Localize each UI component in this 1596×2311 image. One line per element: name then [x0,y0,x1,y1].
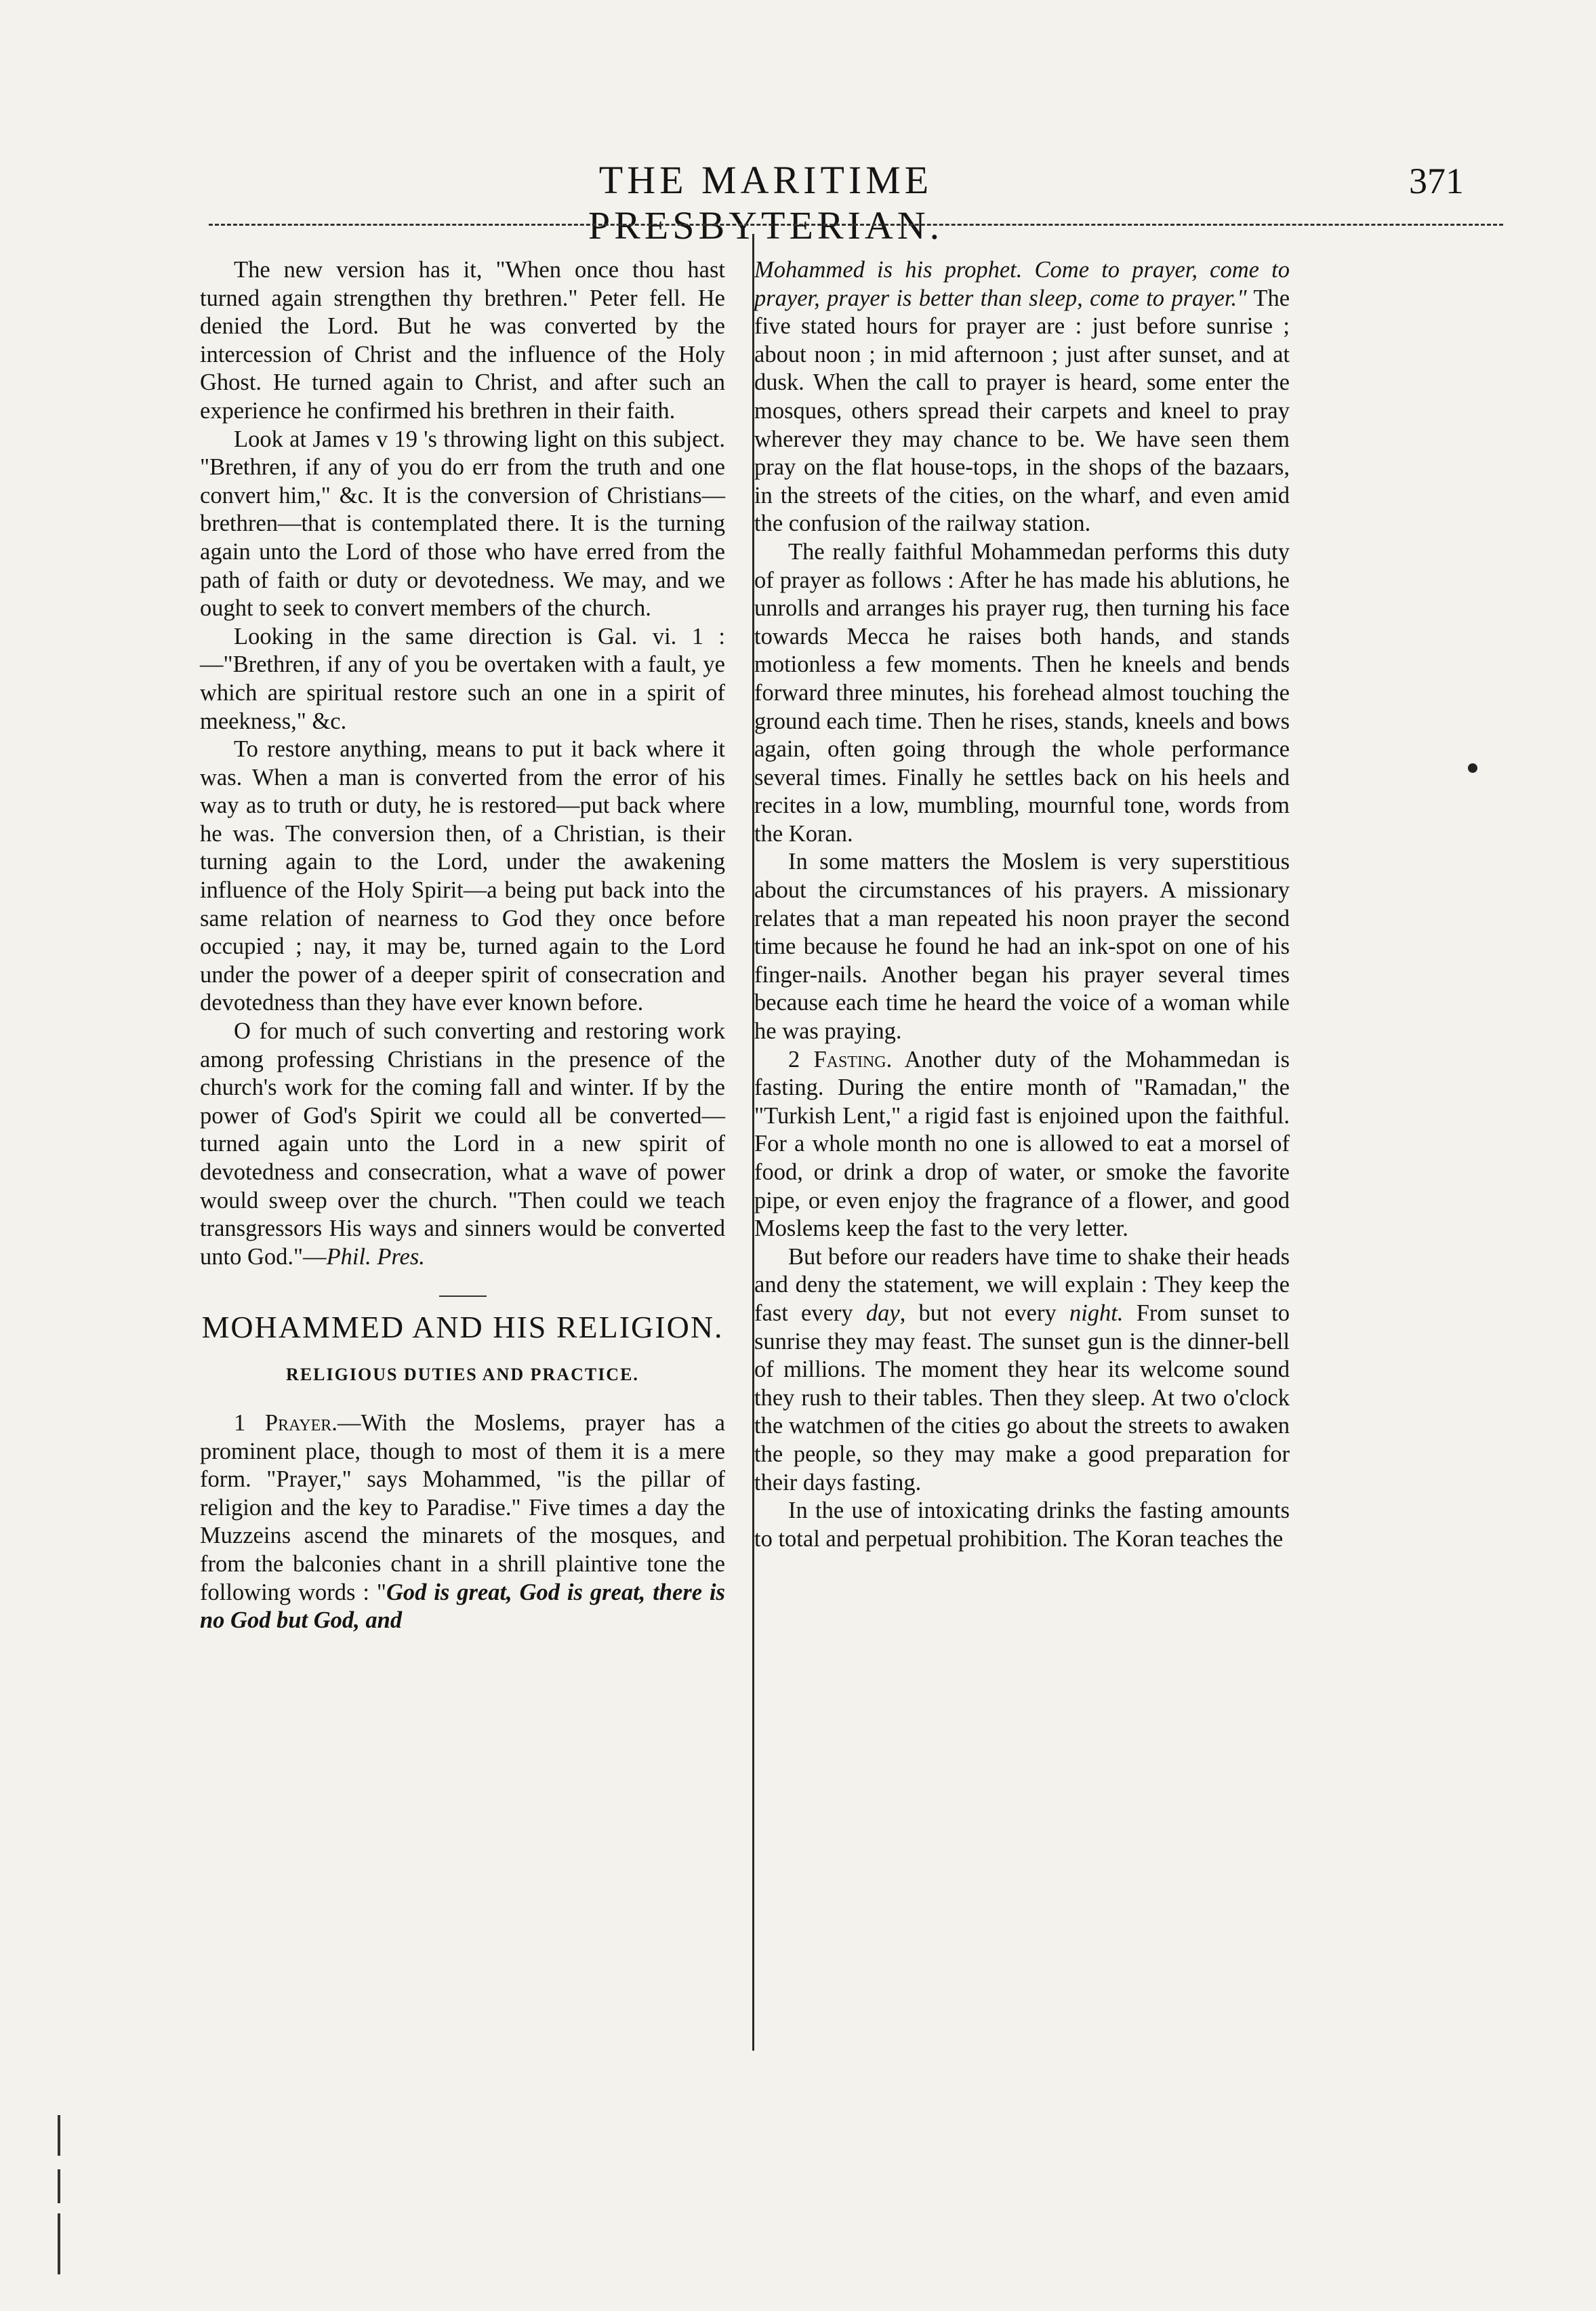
running-header [203,157,1464,247]
paragraph-text: The five stated hours for prayer are : just before sunrise ; about noon ; in mid afternoon ; just after sunset, and at dusk. When the call to prayer is heard, some enter the mosques, others spread their carpets and kneel to pray wherever they may chance to be. We have seen them pray on the flat house-tops, in the shops of the bazaars, in the streets of the cities, on the wharf, and even amid the confusion of the railway station. [754,285,1290,537]
paragraph-text: —With the Moslems, prayer has a prominent place, though to most of them it is a mere form. "Prayer," says Mohammed, "is the pillar of religion and the key to Paradise." Five times a day the Muzzeins ascend the minarets of the mosques, and from the balconies chant in a shrill plaintive tone the following words : " [200,1409,725,1605]
paragraph: In the use of intoxicating drinks the fasting amounts to total and perpetual prohibition. The Koran teaches the [754,1498,1290,1552]
paragraph: Looking in the same direction is Gal. vi. 1 :—"Brethren, if any of you be overtaken with a fault, ye which are spiritual restore such an one in a spirit of meekness," &c. [200,623,725,734]
paragraph: The really faithful Mohammedan performs this duty of prayer as follows : After he has made his ablutions, he unrolls and arranges his prayer rug, then turning his face towards Mecca he raises both hands, and stands motionless a few moments. Then he kneels and bends forward three minutes, his forehead almost touching the ground each time. Then he rises, stands, kneels and bows again, often going through the whole performance several times. Finally he settles back on his heels and recites in a low, mumbling, mournful tone, words from the Koran. [754,538,1290,847]
paragraph-text: O for much of such converting and restoring work among professing Christians in the presence of the church's work for the coming fall and winter. If by the power of God's Spirit we could all be converted—turned again unto the Lord in a new spirit of devotedness and consecration, what a wave of power would sweep over the church. "Then could we teach transgressors His ways and sinners would be converted unto God."— [200,1018,725,1270]
paragraph [200,1409,725,1635]
paragraph-text: From sunset to sunrise they may feast. The sunset gun is the dinner-bell of millions. The moment they hear its welcome sound they rush to their tables. Then they sleep. At two o'clock the watchmen of the cities go about the streets to awaken the people, so they may make a good preparation for their days fasting. [754,1300,1290,1495]
paragraph [754,1046,1290,1243]
quotation: God is great, God is great, there is no God but God, and [200,1579,725,1634]
section-title: MOHAMMED AND HIS RELIGION. [201,1310,724,1345]
item-number: 1 [234,1409,246,1436]
margin-mark [58,2169,60,2203]
paragraph [754,1243,1290,1497]
running-title: THE MARITIME PRESBYTERIAN. [588,158,944,247]
source-citation: Phil. Pres. [326,1243,425,1270]
paragraph: In some matters the Moslem is very superstitious about the circumstances of his prayers. A missionary relates that a man repeated his noon prayer the second time because he found he had an ink-spot on one of his finger-nails. Another began his prayer several times because each time he heard the voice of a woman while he was praying. [754,849,1290,1045]
ink-dot [1468,763,1477,773]
paragraph-text: Another duty of the Mohammedan is fasting. During the entire month of "Ramadan," the "Turkish Lent," a rigid fast is enjoined upon the faithful. For a whole month no one is allowed to eat a morsel of food, or drink a drop of water, or smoke the favorite pipe, or even enjoy the fragrance of a flower, and good Moslems keep the fast to the very letter. [754,1046,1290,1242]
paragraph-text: , but not every [899,1300,1069,1326]
paragraph-text: But before our readers have time to shake their heads and deny the statement, we will explain : They keep the fast every [754,1243,1290,1326]
margin-mark [58,2213,60,2274]
right-column [754,256,1290,1553]
subsection-title: RELIGIOUS DUTIES AND PRACTICE. [286,1365,639,1385]
emphasis: day [865,1300,900,1326]
item-label: Prayer. [264,1409,337,1436]
paragraph [754,256,1290,538]
paragraph [200,1018,725,1271]
left-column [200,256,725,1635]
emphasis: night. [1069,1300,1124,1326]
quotation: Mohammed is his prophet. Come to prayer, come to prayer, prayer is better than sleep, come to prayer." [754,257,1290,311]
item-number: 2 [788,1046,800,1072]
paragraph: To restore anything, means to put it back where it was. When a man is converted from the error of his way as to truth or duty, he is restored—put back where he was. The conversion then, of a Christian, is their turning again to the Lord, under the awakening influence of the Holy Spirit—a being put back into the same relation of nearness to God they once before occupied ; nay, it may be, turned again to the Lord under the power of a deeper spirit of consecration and devotedness than they have ever known before. [200,736,725,1016]
paragraph: Look at James v 19 's throwing light on this subject. "Brethren, if any of you do err from the truth and one convert him," &c. It is the conversion of Christians—brethren—that is contemplated there. It is the turning again unto the Lord of those who have erred from the path of faith or duty or devotedness. We may, and we ought to seek to convert members of the church. [200,426,725,622]
paragraph: The new version has it, "When once thou hast turned again strengthen thy brethren." Peter fell. He denied the Lord. But he was converted by the intercession of Christ and the influence of the Holy Ghost. He turned again to Christ, and after such an experience he confirmed his brethren in their faith. [200,257,725,424]
margin-mark [58,2115,60,2156]
header-rule [209,224,1503,226]
page-number: 371 [1409,161,1464,201]
section-separator [439,1295,487,1297]
item-label: Fasting. [813,1046,893,1072]
